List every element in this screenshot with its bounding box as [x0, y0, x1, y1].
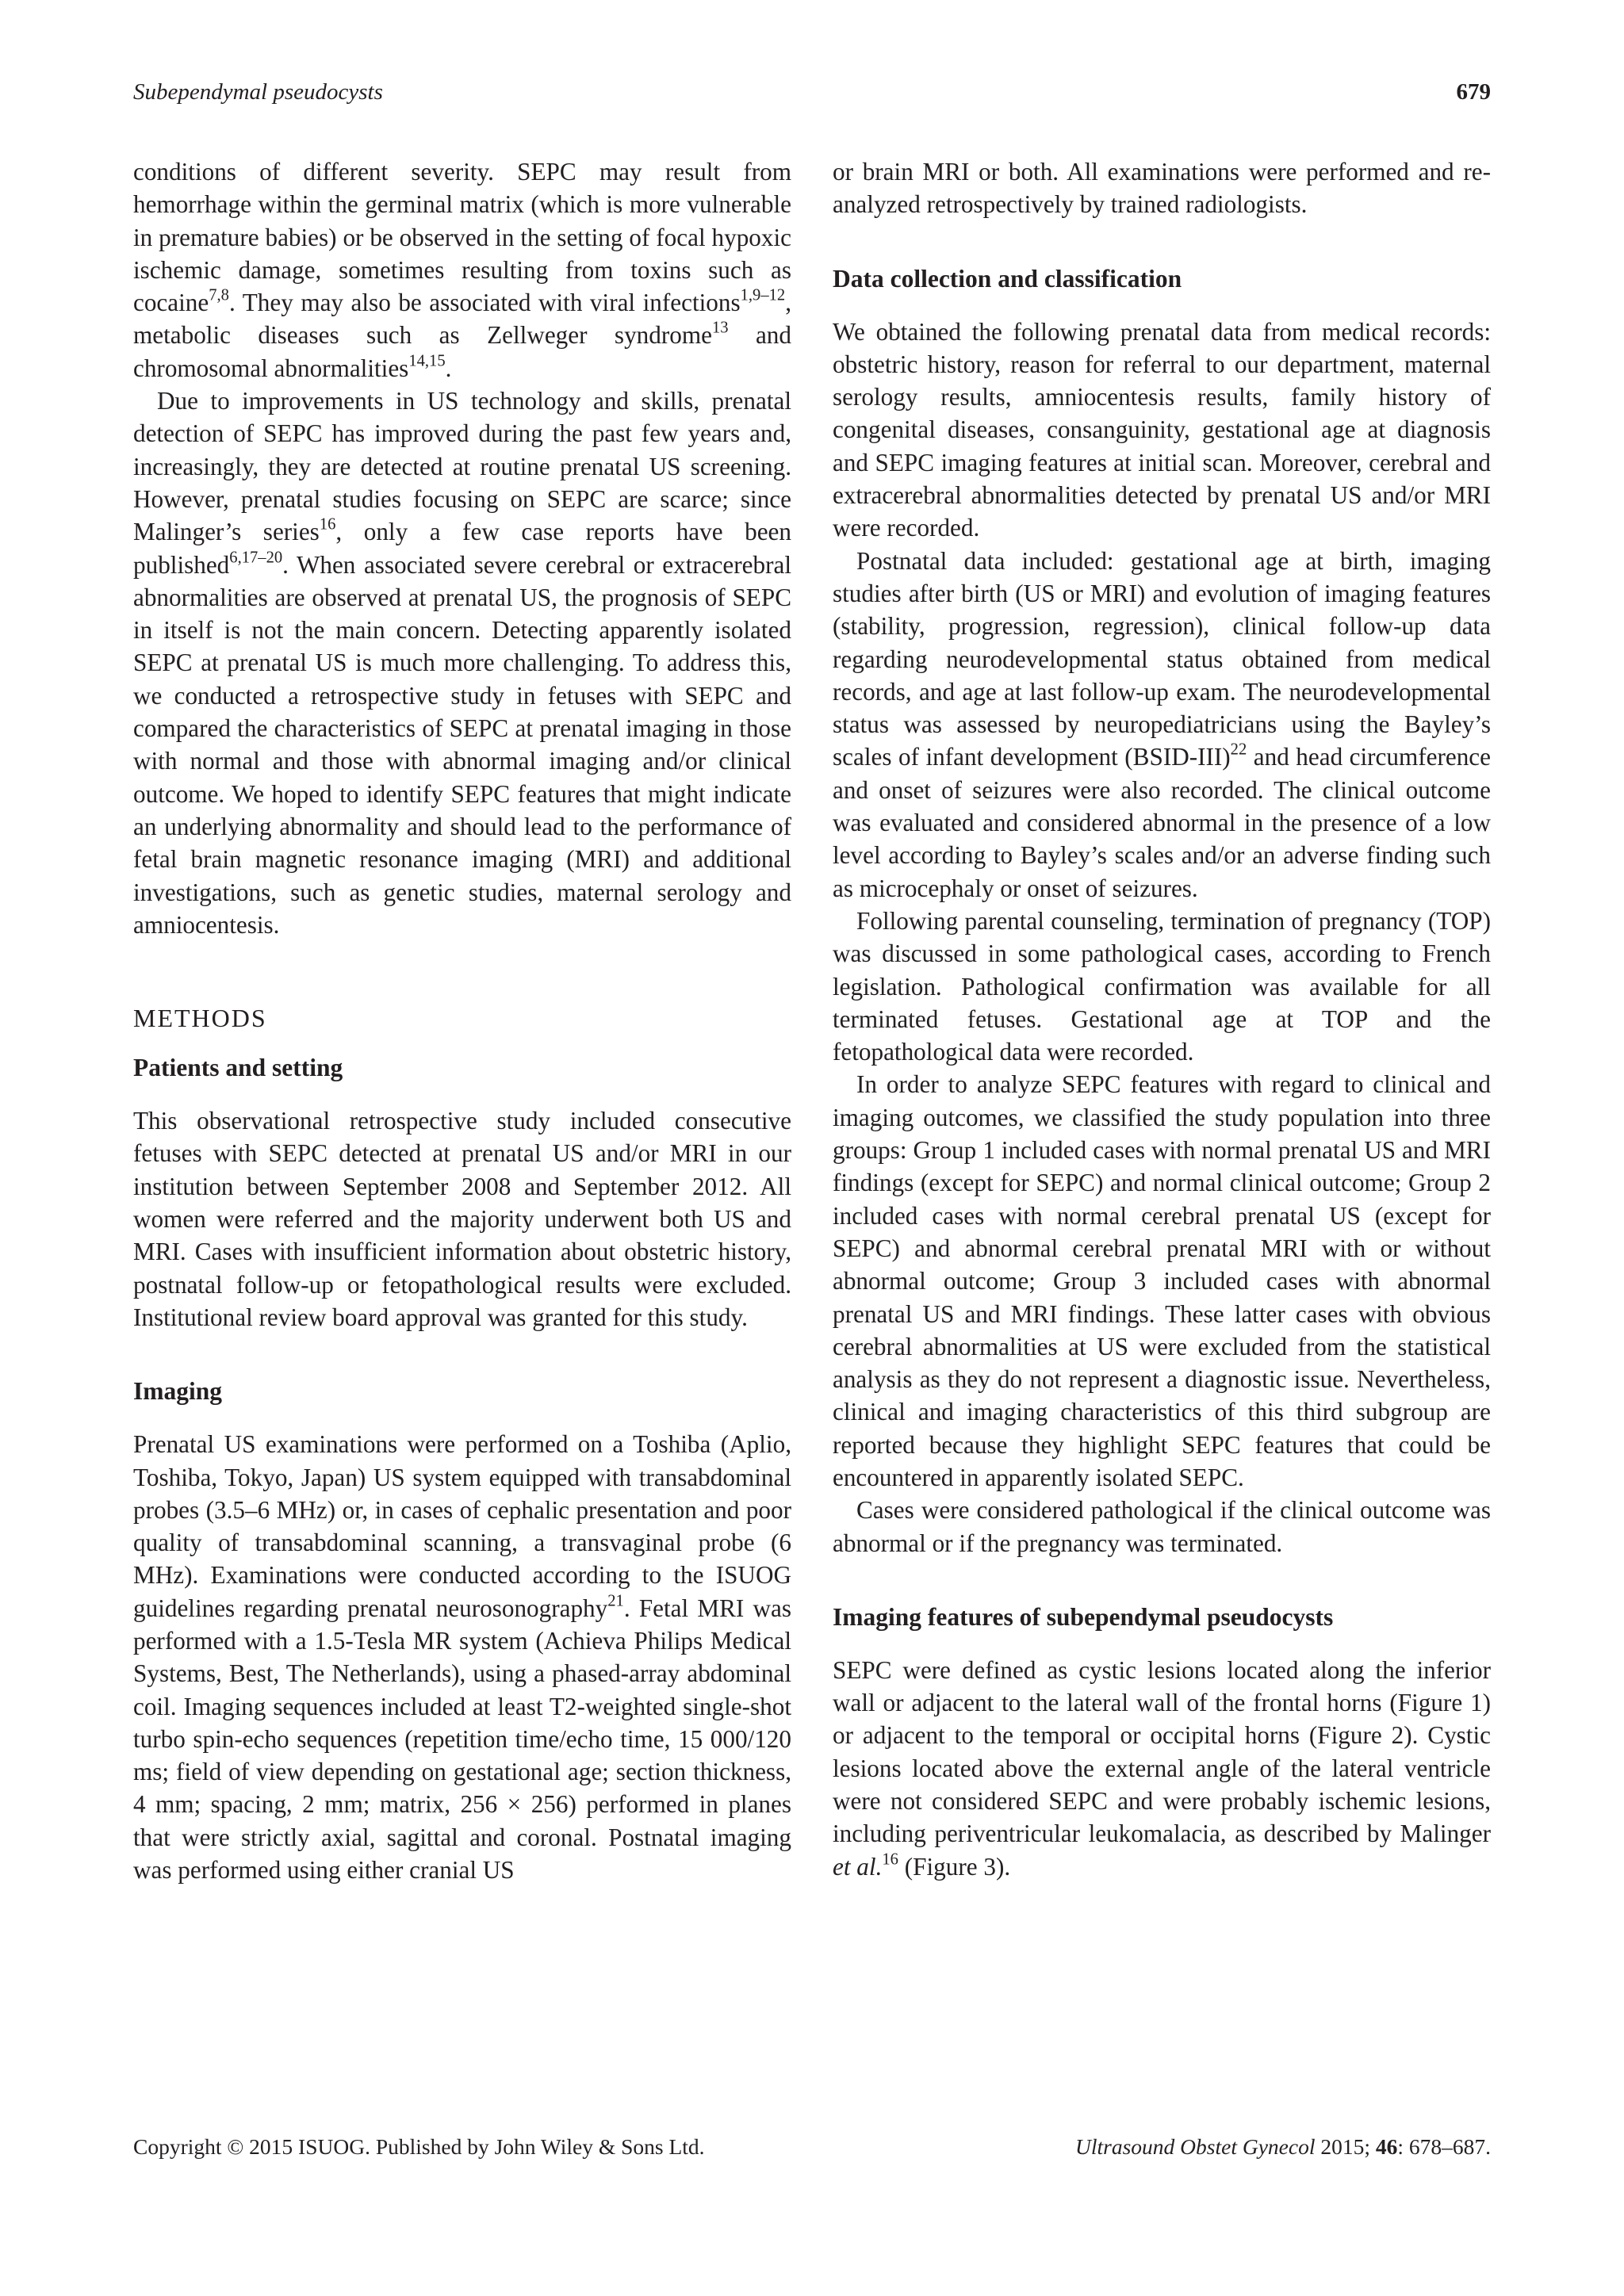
- paragraph-termination: Following parental counseling, termination of pregnancy (TOP) was discussed in some pathological cases, according to French legislation. Pathological confirmation was available for all terminated fetuses. Gestational age at TOP and the fetopathological data were recorded.: [833, 906, 1491, 1066]
- paragraph-imaging: Prenatal US examinations were performed on a Toshiba (Aplio, Toshiba, Tokyo, Japan) US system equipped with transabdominal probes (3.5–6 MHz) or, in cases of cephalic presentation and poor quality of transabdominal scanning, a transvaginal probe (6 MHz). Examinations were conducted according to the ISUOG guidelines regarding prenatal neurosonography$^{21}$. Fetal MRI was performed with a 1.5-Tesla MR system (Achieva Philips Medical Systems, Best, The Netherlands), using a phased-array abdominal coil. Imaging sequences included at least T2-weighted single-shot turbo spin-echo sequences (repetition time/echo time, 15 000/120 ms; field of view depending on gestational age; section thickness, 4 mm; spacing, 2 mm; matrix, 256 × 256) performed in planes that were strictly axial, sagittal and coronal. Postnatal imaging was performed using either cranial US: [133, 1430, 791, 1885]
- subheading-data-collection: Data collection and classification: [833, 264, 1182, 293]
- paragraph-intro-continued: conditions of different severity. SEPC may result from hemorrhage within the germinal matrix (which is more vulnerable in premature babies) or be observed in the setting of focal hypoxic ischemic damage, sometimes resulting from toxins such as cocaine$^{7,8}$. They may also be associated with viral infections$^{1,9-12}$, metabolic diseases such as Zellweger syndrome$^{13}$ and chromosomal abnormalities$^{14,15}$.: [133, 158, 791, 382]
- paragraph-sepc-definition: SEPC were defined as cystic lesions located along the inferior wall or adjacent to the lateral wall of the frontal horns (Figure 1) or adjacent to the temporal or occipital horns (Figure 2). Cystic lesions located above the external angle of the lateral ventricle were not considered SEPC and were probably ischemic lesions, including periventricular leukomalacia, as described by Malinger et al.$^{16}$ (Figure 3).: [833, 1655, 1491, 1881]
- paragraph-pathological: Cases were considered pathological if the clinical outcome was abnormal or if the pregnancy was terminated.: [833, 1496, 1491, 1557]
- journal-volume: 46: [1375, 2134, 1398, 2159]
- paragraph-imaging-continued: or brain MRI or both. All examinations were performed and re-analyzed retrospectively by trained radiologists.: [833, 158, 1491, 219]
- citation: 16: [882, 1850, 898, 1869]
- page-number: 679: [1456, 79, 1491, 105]
- journal-name: Ultrasound Obstet Gynecol: [1075, 2134, 1316, 2159]
- left-column: [133, 155, 791, 1886]
- citation: 6,17–20: [229, 549, 283, 567]
- section-heading-methods: METHODS: [133, 1004, 267, 1033]
- running-title: Subependymal pseudocysts: [133, 79, 383, 105]
- journal-citation: Ultrasound Obstet Gynecol 2015; 46: 678–687.: [1075, 2134, 1491, 2159]
- copyright-notice: Copyright © 2015 ISUOG. Published by John Wiley & Sons Ltd.: [133, 2134, 705, 2159]
- paragraph-postnatal-data: Postnatal data included: gestational age at birth, imaging studies after birth (US or MRI) and evolution of imaging features (stability, progression, regression), clinical follow-up data regarding neurodevelopmental status obtained from medical records, and age at last follow-up exam. The neurodevelopmental status was assessed by neuropediatricians using the Bayley’s scales of infant development (BSID-III)$^{22}$ and head circumference and onset of seizures were also recorded. The clinical outcome was evaluated and considered abnormal in the presence of a low level according to Bayley’s scales and/or an adverse finding such as microcephaly or onset of seizures.: [833, 546, 1491, 902]
- citation: 13: [711, 320, 729, 338]
- paragraph-groups: In order to analyze SEPC features with regard to clinical and imaging outcomes, we classified the study population into three groups: Group 1 included cases with normal prenatal US and MRI findings (except for SEPC) and normal clinical outcome; Group 2 included cases with normal cerebral prenatal US (except for SEPC) and abnormal cerebral prenatal MRI with or without abnormal outcome; Group 3 included cases with abnormal prenatal US and MRI findings. These latter cases with obvious cerebral abnormalities at US were excluded from the statistical analysis as they do not represent a diagnostic issue. Nevertheless, clinical and imaging characteristics of this third subgroup are reported because they highlight SEPC features that could be encountered in apparently isolated SEPC.: [833, 1070, 1491, 1491]
- citation: 22: [1230, 741, 1247, 760]
- paragraph-prenatal-data: We obtained the following prenatal data from medical records: obstetric history, reason for referral to our department, maternal serology results, amniocentesis results, family history of congenital diseases, consanguinity, gestational age at diagnosis and SEPC imaging features at initial scan. Moreover, cerebral and extracerebral abnormalities detected by prenatal US and/or MRI were recorded.: [833, 317, 1491, 542]
- paragraph-patients: This observational retrospective study included consecutive fetuses with SEPC detected at prenatal US and/or MRI in our institution between September 2008 and September 2012. All women were referred and the majority underwent both US and MRI. Cases with insufficient information about obstetric history, postnatal follow-up or fetopathological results were excluded. Institutional review board approval was granted for this study.: [133, 1107, 791, 1331]
- citation: 7,8: [209, 286, 229, 304]
- subheading-imaging: Imaging: [133, 1377, 223, 1406]
- right-column: [833, 155, 1491, 1883]
- citation: 21: [607, 1592, 624, 1610]
- subheading-imaging-features: Imaging features of subependymal pseudocysts: [833, 1602, 1334, 1631]
- citation: 1,9–12: [740, 286, 786, 304]
- subheading-patients: Patients and setting: [133, 1054, 343, 1082]
- running-head: [133, 76, 1491, 108]
- citation: 16: [319, 515, 336, 534]
- page-footer: [133, 2133, 1491, 2161]
- citation: 14,15: [408, 352, 446, 370]
- paragraph-intro-aim: Due to improvements in US technology and skills, prenatal detection of SEPC has improved during the past few years and, increasingly, they are detected at routine prenatal US screening. However, prenatal studies focusing on SEPC are scarce; since Malinger’s series$^{16}$, only a few case reports have been published$^{6,17-20}$. When associated severe cerebral or extracerebral abnormalities are observed at prenatal US, the prognosis of SEPC in itself is not the main concern. Detecting apparently isolated SEPC at prenatal US is much more challenging. To address this, we conducted a retrospective study in fetuses with SEPC and compared the characteristics of SEPC at prenatal imaging in those with normal and those with abnormal imaging and/or clinical outcome. We hoped to identify SEPC features that might indicate an underlying abnormality and should lead to the performance of fetal brain magnetic resonance imaging (MRI) and additional investigations, such as genetic studies, maternal serology and amniocentesis.: [133, 387, 791, 939]
